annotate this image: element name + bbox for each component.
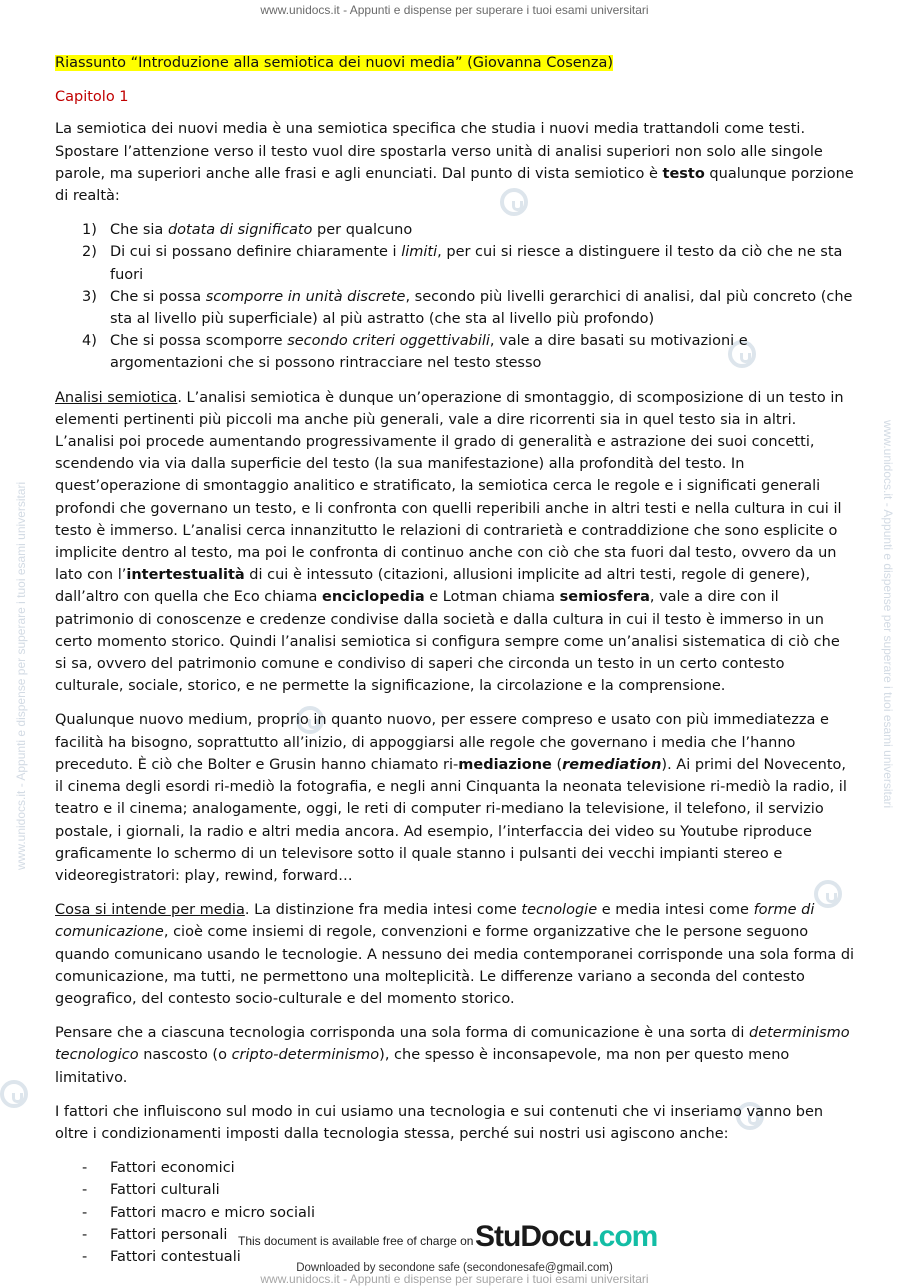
watermark-right: www.unidocs.it - Appunti e dispense per superare i tuoi esami universitari: [881, 420, 895, 809]
media-paragraph: Cosa si intende per media. La distinzione fra media intesi come tecnologie e media intesi come forme di comunicazione, cioè come insiemi di regole, convenzioni e forme organizzative che le persone seguono quando comunicano usando le tecnologie. A nessuno dei media contemporanei corrisponde una sola forma di comunicazione, ma tutti, ne permettono una molteplicità. Le differenze variano a seconda del contesto geografico, del contesto socio-culturale e del momento storico.: [55, 902, 855, 1007]
watermark-top: www.unidocs.it - Appunti e dispense per superare i tuoi esami universitari: [260, 3, 649, 17]
list-item: - Fattori contestuali: [82, 1248, 241, 1265]
medium-paragraph: Qualunque nuovo medium, proprio in quanto nuovo, per essere compreso e usato con più immediatezza e facilità ha bisogno, soprattutto all’inizio, di appoggiarsi alle regole che governano i media che l’hanno preceduto. È ciò che Bolter e Grusin hanno chiamato ri-mediazione (remediation). Ai primi del Novecento, il cinema degli esordi ri-mediò la fotografia, e negli anni Cinquanta la neonata televisione ri-mediò la radio, il teatro e il cinema; analogamente, oggi, le reti di computer ri-mediano la televisione, il telefono, il servizio postale, i giornali, la radio e altri media ancora. Ad esempio, l’interfaccia dei video su Youtube riproduce graficamente lo schermo di un televisore sotto il quale stanno i pulsanti dei vecchi impianti stereo e videoregistratori: play, rewind, forward…: [55, 712, 847, 884]
document-body: [55, 52, 855, 1280]
studocu-logo-link[interactable]: StuDocu.com: [475, 1220, 658, 1253]
list-item: - Fattori macro e micro sociali: [82, 1204, 315, 1221]
bullet-list: [55, 1157, 855, 1268]
list-item: 1) Che sia dotata di significato per qualcuno: [82, 222, 413, 239]
intro-paragraph: La semiotica dei nuovi media è una semiotica specifica che studia i nuovi media trattandoli come testi. Spostare l’attenzione verso il testo vuol dire spostarla verso unità di analisi superiori non solo alle singole parole, ma superiori anche alle frasi e agli enunciati. Dal punto di vista semiotico è testo qualunque porzione di realtà:: [55, 121, 854, 205]
list-item: - Fattori economici: [82, 1160, 235, 1177]
fattori-intro: I fattori che influiscono sul modo in cui usiamo una tecnologia e sui contenuti che vi inseriamo vanno ben oltre i condizionamenti imposti dalla tecnologia stessa, perché sui nostri usi agiscono anche:: [55, 1103, 824, 1142]
list-item: 2) Di cui si possano definire chiaramente i limiti, per cui si riesce a distinguere il testo da ciò che ne sta fuori: [82, 244, 843, 283]
numbered-list: [55, 219, 855, 374]
document-title: Riassunto “Introduzione alla semiotica dei nuovi media” (Giovanna Cosenza): [55, 55, 614, 71]
list-item: - Fattori culturali: [82, 1182, 220, 1199]
chapter-heading: Capitolo 1: [55, 89, 129, 106]
availability-note: This document is available free of charge on: [238, 1234, 474, 1248]
list-item: 4) Che si possa scomporre secondo criteri oggettivabili, vale a dire basati su motivazioni e argomentazioni che si possono rintracciare nel testo stesso: [82, 333, 748, 372]
download-note: Downloaded by secondone safe (secondonesafe@gmail.com): [296, 1262, 613, 1274]
determinismo-paragraph: Pensare che a ciascuna tecnologia corrisponda una sola forma di comunicazione è una sorta di determinismo tecnologico nascosto (o cripto-determinismo), che spesso è inconsapevole, ma non per questo meno limitativo.: [55, 1025, 850, 1086]
section-heading: Cosa si intende per media: [55, 902, 245, 919]
watermark-bottom: www.unidocs.it - Appunti e dispense per superare i tuoi esami universitari: [260, 1272, 649, 1286]
analisi-paragraph: Analisi semiotica. L’analisi semiotica è dunque un’operazione di smontaggio, di scomposizione di un testo in elementi pertinenti più piccoli ma anche più generali, vale a dire ricorrenti sia in quel testo sia in altri. L’analisi poi procede aumentando progressivamente il grado di generalità e astrazione dei suoi concetti, scendendo via via dalla superficie del testo (la sua manifestazione) alla profondità del testo. In quest’operazione di smontaggio analitico e stratificato, la semiotica cerca le regole e i significati generali profondi che governano un testo, e li confronta con quelli reperibili anche in altri testi e nella cultura in cui il testo è immerso. L’analisi cerca innanzitutto le relazioni di contrarietà e contraddizione che sono esplicite o implicite dentro al testo, ma poi le confronta di continuo anche con ciò che sta fuori dal testo, ovvero da un lato con l’intertestualità di cui è intessuto (citazioni, allusioni implicite ad altri testi, regole di genere), dall’altro con quella che Eco chiama enciclopedia e Lotman chiama semiosfera, vale a dire con il patrimonio di conoscenze e credenze condivise dalla società e dalla cultura in cui il testo è immerso in un certo momento storico. Quindi l’analisi semiotica si configura sempre come un’analisi sistematica di ciò che si sa, ovvero del patrimonio comune e condiviso di saperi che circonda un testo in un certo contesto culturale, sociale, storico, e ne permette la significazione, la circolazione e la comprensione.: [55, 389, 844, 695]
unidocs-logo-icon: [0, 1080, 28, 1108]
list-item: - Fattori personali: [82, 1226, 228, 1243]
watermark-left: www.unidocs.it - Appunti e dispense per superare i tuoi esami universitari: [14, 481, 28, 870]
section-heading: Analisi semiotica: [55, 389, 178, 406]
list-item: 3) Che si possa scomporre in unità discrete, secondo più livelli gerarchici di analisi, dal più concreto (che sta al livello più superficiale) al più astratto (che sta al livello più profondo): [82, 288, 853, 328]
